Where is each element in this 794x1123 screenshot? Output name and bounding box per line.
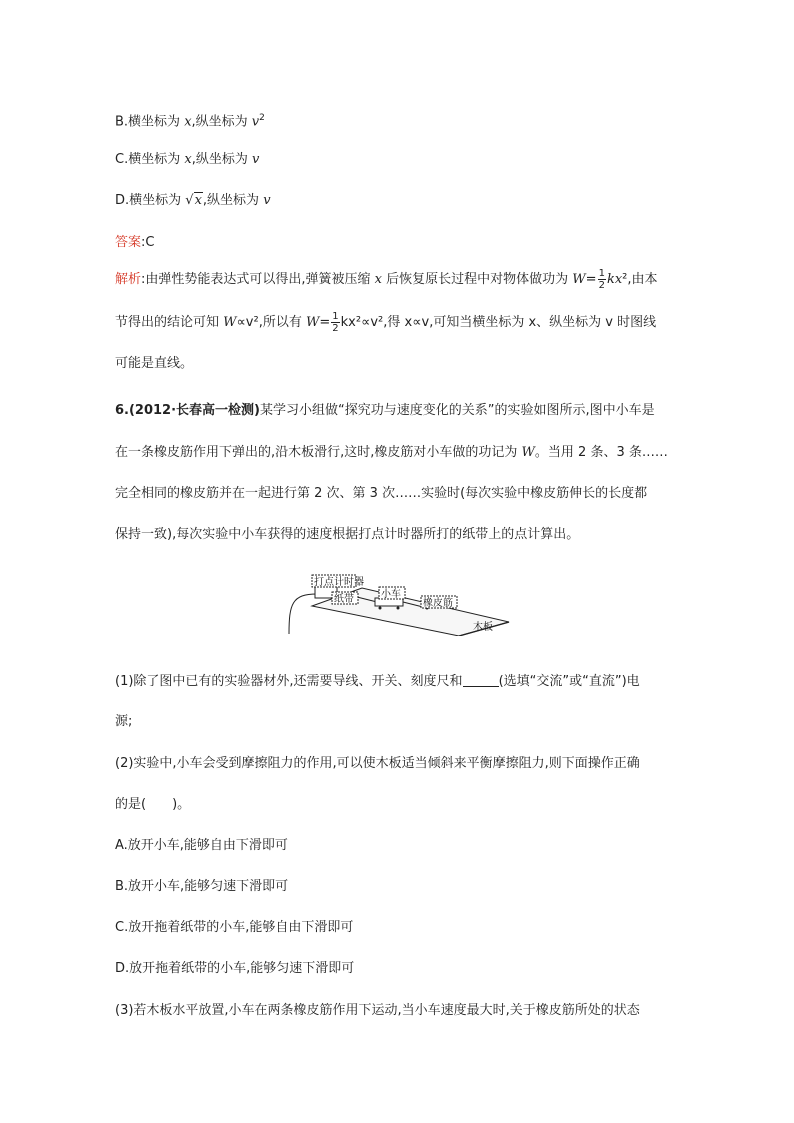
- analysis-label: 解析: [115, 272, 142, 287]
- option-b: B.放开小车,能够匀速下滑即可: [115, 879, 289, 894]
- option-d: D.放开拖着纸带的小车,能够匀速下滑即可: [115, 961, 355, 976]
- option-b-prev: B.横坐标为 x,纵坐标为 $v^2$: [115, 113, 265, 130]
- analysis-line-1: 解析:由弹性势能表达式可以得出,弹簧被压缩 x 后恢复原长过程中对物体做功为 W= $\frac{1}{2}$ kx²,由本: [115, 268, 658, 291]
- answer-blank[interactable]: [463, 673, 499, 687]
- label-band: 橡皮筋: [423, 598, 453, 609]
- label-board: 木板: [473, 622, 493, 633]
- power-cable: [289, 594, 317, 634]
- q6-number: 6.: [115, 403, 129, 418]
- sub3-line-1: (3)若木板水平放置,小车在两条橡皮筋作用下运动,当小车速度最大时,关于橡皮筋所处的状态: [115, 1003, 640, 1018]
- option-c-prev: C.横坐标为 x,纵坐标为 v: [115, 152, 260, 167]
- sub2-line-2: 的是( )。: [115, 797, 191, 812]
- option-c: C.放开拖着纸带的小车,能够自由下滑即可: [115, 920, 354, 935]
- option-d-prev: D.横坐标为 √x,纵坐标为 v: [115, 193, 271, 208]
- q6-source: (2012·长春高一检测): [128, 403, 260, 418]
- q6-line-4: 保持一致),每次实验中小车获得的速度根据打点计时器所打的纸带上的点计算出。: [115, 527, 580, 542]
- answer: 答案:C: [115, 235, 155, 250]
- analysis-line-2: 节得出的结论可知 W∝v²,所以有 W= $\frac{1}{2}$ kx²∝v²,得 x∝v,可知当横坐标为 x、纵坐标为 v 时图线: [115, 311, 657, 334]
- q6-line-3: 完全相同的橡皮筋并在一起进行第 2 次、第 3 次……实验时(每次实验中橡皮筋伸长的长度都: [115, 486, 648, 501]
- sub1-line-2: 源;: [115, 714, 133, 729]
- q6-line-1: 6.(2012·长春高一检测)某学习小组做“探究功与速度变化的关系”的实验如图所示,图中小车是: [115, 403, 655, 418]
- q6-line-2: 在一条橡皮筋作用下弹出的,沿木板滑行,这时,橡皮筋对小车做的功记为 W。当用 2 条、3 条……: [115, 445, 668, 460]
- option-a: A.放开小车,能够自由下滑即可: [115, 838, 288, 853]
- experiment-figure: [287, 574, 517, 636]
- answer-label: 答案: [115, 235, 142, 250]
- label-cart: 小车: [381, 589, 401, 600]
- label-timer: 打点计时器: [314, 577, 364, 588]
- analysis-line-3: 可能是直线。: [115, 356, 194, 371]
- sub1-line-1: (1)除了图中已有的实验器材外,还需要导线、开关、刻度尺和 (选填“交流”或“直流”)电: [115, 674, 640, 689]
- sub2-line-1: (2)实验中,小车会受到摩擦阻力的作用,可以使木板适当倾斜来平衡摩擦阻力,则下面操作正确: [115, 756, 640, 771]
- label-tape: 纸带: [334, 594, 354, 605]
